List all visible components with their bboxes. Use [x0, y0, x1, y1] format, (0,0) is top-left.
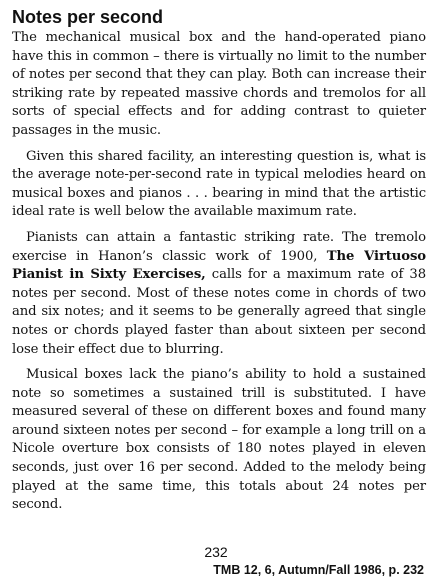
article — [12, 6, 426, 515]
page-number: 232 — [204, 544, 228, 560]
source-caption: TMB 12, 6, Autumn/Fall 1986, p. 232 — [213, 563, 424, 577]
paragraph-4: Musical boxes lack the piano’s ability to hold a sustained note so sometimes a sustained trill is substituted. I have measured several of these on different boxes and found many around sixteen notes per second – for example a long trill on a Nicole overture box consists of 180 notes played in eleven seconds, just over 16 per second. Added to the melody being played at the same time, this totals about 24 notes per second. — [12, 367, 426, 513]
paragraph-3 — [12, 229, 426, 359]
paragraph-3-text-a: Pianists can attain a fantastic striking rate. The tremolo exercise in Hanon’s classic work of 1900, — [12, 229, 426, 264]
paragraph-3-text-b: calls for a maximum rate of 38 notes per second. Most of these notes come in chords of two and six notes; and it seems to be generally agreed that single notes or chords played faster than about sixteen per second lose their effect due to blurring. — [12, 267, 427, 357]
book-title: The Virtuoso Pianist in Sixty Exercises, — [12, 248, 426, 283]
paragraph-1: The mechanical musical box and the hand-operated piano have this in common – there is virtually no limit to the number of notes per second that they can play. Both can increase their striking rate by repeated massive chords and tremolos for all sorts of special effects and for adding contrast to quieter passages in the music. — [12, 30, 426, 138]
article-heading: Notes per second — [12, 7, 164, 27]
paragraph-2: Given this shared facility, an interesting question is, what is the average note-per-second rate in typical melodies heard on musical boxes and pianos . . . bearing in mind that the artistic ideal rate is well below the available maximum rate. — [12, 148, 426, 220]
